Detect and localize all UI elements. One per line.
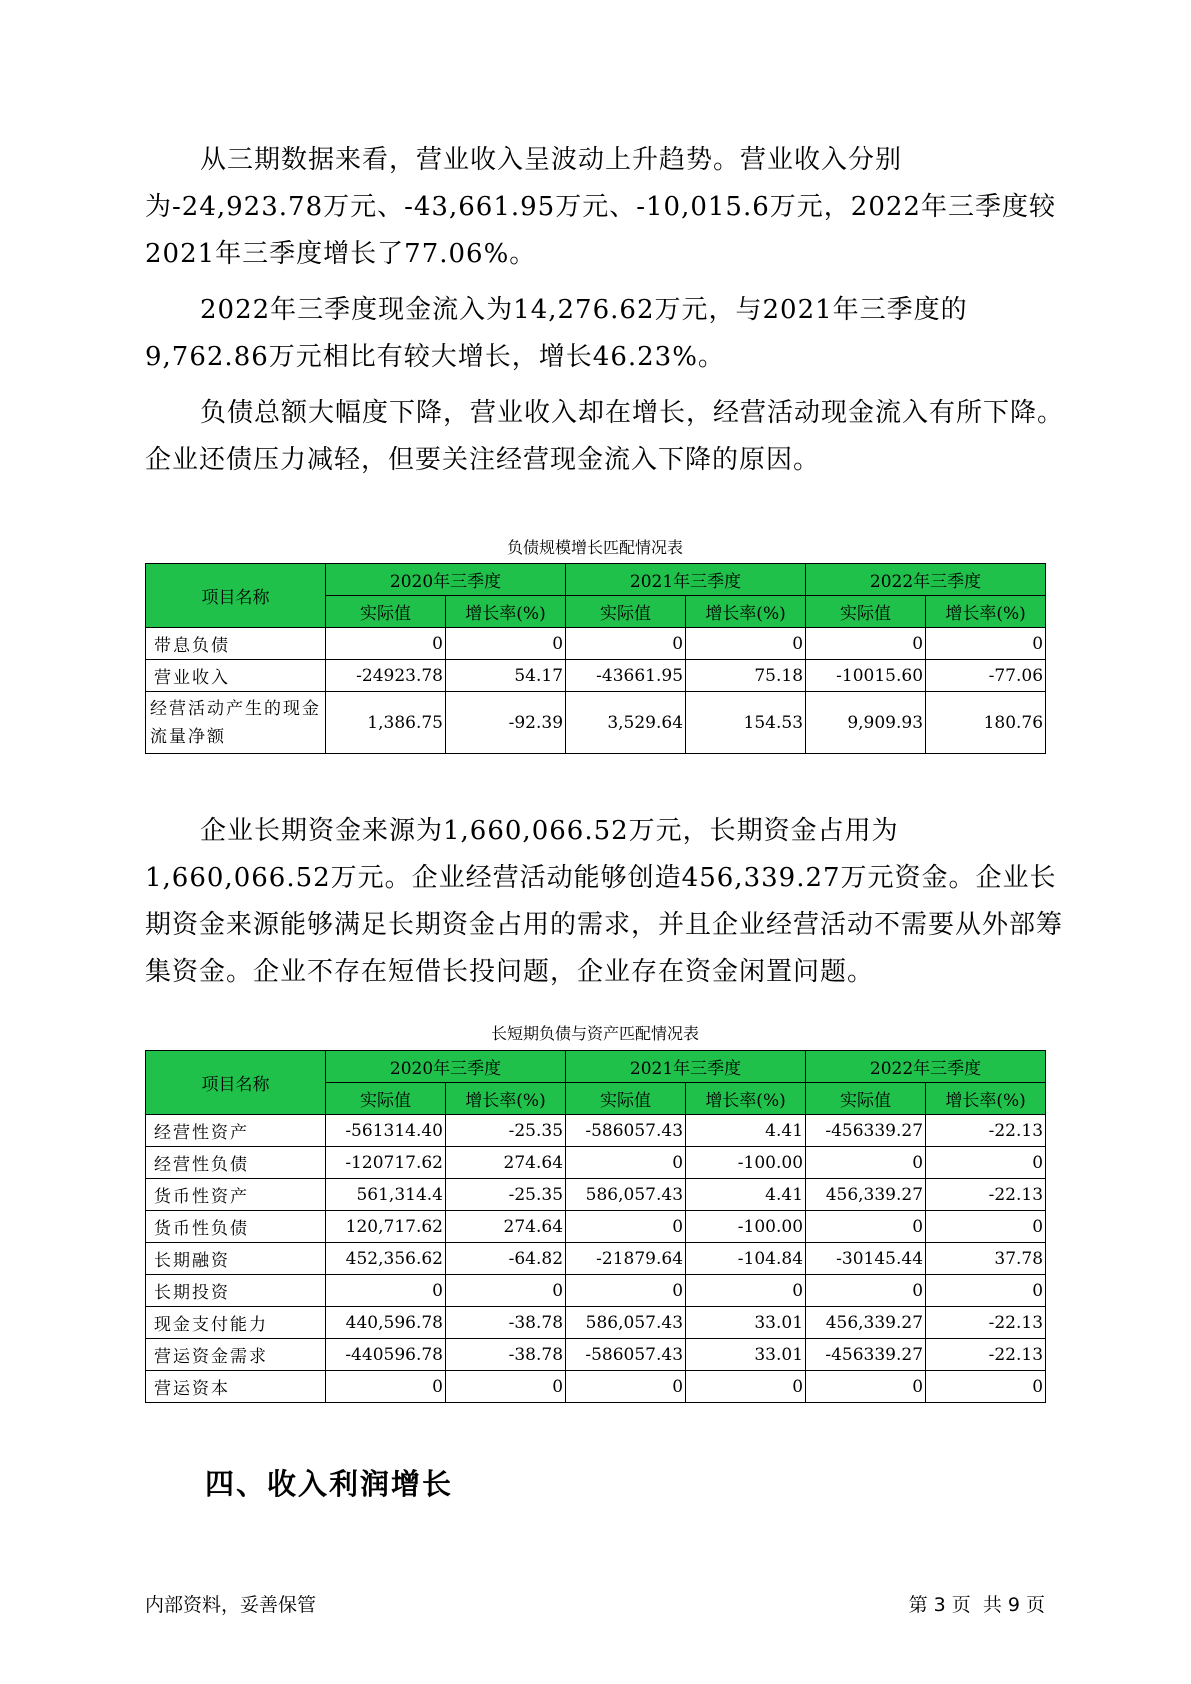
table-cell: 9,909.93: [806, 692, 926, 754]
table-cell: -25.35: [446, 1115, 566, 1147]
growth-rate-header: 增长率(%): [686, 1083, 806, 1115]
growth-rate-header: 增长率(%): [926, 1083, 1046, 1115]
table-cell: 0: [806, 628, 926, 660]
table-cell: 0: [446, 1371, 566, 1403]
table-cell: 0: [806, 1371, 926, 1403]
table-cell: -440596.78: [326, 1339, 446, 1371]
row-label: 带息负债: [146, 628, 326, 660]
table-cell: -561314.40: [326, 1115, 446, 1147]
row-label: 长期融资: [146, 1243, 326, 1275]
table-cell: 586,057.43: [566, 1307, 686, 1339]
table-cell: 0: [806, 1275, 926, 1307]
row-label: 经营活动产生的现金流量净额: [146, 692, 326, 754]
table-cell: 75.18: [686, 660, 806, 692]
row-label: 经营性负债: [146, 1147, 326, 1179]
table-row: [146, 1147, 1046, 1179]
table-cell: 0: [566, 1275, 686, 1307]
period-header: 2022年三季度: [806, 1051, 1046, 1083]
row-label: 货币性资产: [146, 1179, 326, 1211]
table-cell: 0: [446, 1275, 566, 1307]
table-cell: 0: [686, 1275, 806, 1307]
table-row: [146, 1115, 1046, 1147]
table-cell: -100.00: [686, 1211, 806, 1243]
paragraph-cash-inflow: 2022年三季度现金流入为14,276.62万元，与2021年三季度的9,762.86万元相比有较大增长，增长46.23%。: [145, 295, 968, 372]
table-cell: -586057.43: [566, 1339, 686, 1371]
table-cell: 0: [326, 1275, 446, 1307]
table-row: [146, 1339, 1046, 1371]
table-cell: 456,339.27: [806, 1179, 926, 1211]
table-row: [146, 1211, 1046, 1243]
row-label: 营业收入: [146, 660, 326, 692]
debt-growth-table: [145, 563, 1046, 754]
table-cell: -22.13: [926, 1115, 1046, 1147]
table-cell: -25.35: [446, 1179, 566, 1211]
period-header: 2021年三季度: [566, 564, 806, 596]
actual-value-header: 实际值: [806, 596, 926, 628]
table-cell: 0: [326, 628, 446, 660]
table-cell: -43661.95: [566, 660, 686, 692]
item-name-header: 项目名称: [146, 564, 326, 628]
table-cell: -22.13: [926, 1307, 1046, 1339]
table-cell: 0: [806, 1211, 926, 1243]
table-cell: 0: [926, 1275, 1046, 1307]
table-cell: 456,339.27: [806, 1307, 926, 1339]
table-cell: 0: [926, 1211, 1046, 1243]
table-cell: 0: [806, 1147, 926, 1179]
paragraph-debt-summary: 负债总额大幅度下降，营业收入却在增长，经营活动现金流入有所下降。企业还债压力减轻，但要关注经营现金流入下降的原因。: [145, 398, 1065, 475]
table-row: [146, 692, 1046, 754]
table-cell: 120,717.62: [326, 1211, 446, 1243]
row-label: 营运资金需求: [146, 1339, 326, 1371]
row-label: 现金支付能力: [146, 1307, 326, 1339]
period-header: 2020年三季度: [326, 1051, 566, 1083]
table-cell: -30145.44: [806, 1243, 926, 1275]
growth-rate-header: 增长率(%): [446, 1083, 566, 1115]
footer-confidential-note: 内部资料，妥善保管: [145, 1594, 317, 1616]
table-cell: -77.06: [926, 660, 1046, 692]
actual-value-header: 实际值: [566, 1083, 686, 1115]
table-cell: -104.84: [686, 1243, 806, 1275]
table-cell: 0: [566, 1371, 686, 1403]
table-cell: 33.01: [686, 1339, 806, 1371]
paragraph-long-term-funds: 企业长期资金来源为1,660,066.52万元，长期资金占用为1,660,066.52万元。企业经营活动能够创造456,339.27万元资金。企业长期资金来源能够满足长期资金占用的需求，并且企业经营活动不需要从外部筹集资金。企业不存在短借长投问题，企业存在资金闲置问题。: [145, 816, 1064, 987]
growth-rate-header: 增长率(%): [926, 596, 1046, 628]
table-cell: 4.41: [686, 1115, 806, 1147]
period-header: 2020年三季度: [326, 564, 566, 596]
growth-rate-header: 增长率(%): [446, 596, 566, 628]
footer-page-number: 第 3 页 共 9 页: [908, 1594, 1045, 1616]
table-cell: -586057.43: [566, 1115, 686, 1147]
table-row: [146, 660, 1046, 692]
table-cell: -64.82: [446, 1243, 566, 1275]
table-cell: -22.13: [926, 1339, 1046, 1371]
table-cell: 0: [326, 1371, 446, 1403]
table-row: [146, 1243, 1046, 1275]
row-label: 营运资本: [146, 1371, 326, 1403]
table-cell: 180.76: [926, 692, 1046, 754]
table-cell: 154.53: [686, 692, 806, 754]
table-cell: -120717.62: [326, 1147, 446, 1179]
table-cell: 54.17: [446, 660, 566, 692]
actual-value-header: 实际值: [806, 1083, 926, 1115]
table-cell: -21879.64: [566, 1243, 686, 1275]
paragraph-revenue-trend: 从三期数据来看，营业收入呈波动上升趋势。营业收入分别为-24,923.78万元、-43,661.95万元、-10,015.6万元，2022年三季度较2021年三季度增长了77.06%。: [145, 145, 1056, 269]
table-cell: -10015.60: [806, 660, 926, 692]
table-row: [146, 628, 1046, 660]
table2-caption: 长短期负债与资产匹配情况表: [490, 1024, 699, 1043]
table-cell: 0: [926, 628, 1046, 660]
table-cell: 37.78: [926, 1243, 1046, 1275]
actual-value-header: 实际值: [566, 596, 686, 628]
growth-rate-header: 增长率(%): [686, 596, 806, 628]
table-cell: 3,529.64: [566, 692, 686, 754]
actual-value-header: 实际值: [326, 1083, 446, 1115]
table-cell: 274.64: [446, 1211, 566, 1243]
table-cell: 0: [566, 1147, 686, 1179]
item-name-header: 项目名称: [146, 1051, 326, 1115]
table-row: [146, 1307, 1046, 1339]
table-cell: -38.78: [446, 1307, 566, 1339]
actual-value-header: 实际值: [326, 596, 446, 628]
table-cell: 0: [686, 1371, 806, 1403]
row-label: 长期投资: [146, 1275, 326, 1307]
table-row: [146, 1179, 1046, 1211]
table-cell: 452,356.62: [326, 1243, 446, 1275]
table-cell: 561,314.4: [326, 1179, 446, 1211]
table-cell: 0: [926, 1147, 1046, 1179]
table-cell: 0: [926, 1371, 1046, 1403]
table-cell: -22.13: [926, 1179, 1046, 1211]
table-cell: 33.01: [686, 1307, 806, 1339]
table-cell: 0: [566, 628, 686, 660]
table-row: [146, 1371, 1046, 1403]
row-label: 货币性负债: [146, 1211, 326, 1243]
table-cell: 586,057.43: [566, 1179, 686, 1211]
table-cell: 1,386.75: [326, 692, 446, 754]
table-cell: 4.41: [686, 1179, 806, 1211]
table-cell: 0: [566, 1211, 686, 1243]
period-header: 2022年三季度: [806, 564, 1046, 596]
table-cell: -24923.78: [326, 660, 446, 692]
row-label: 经营性资产: [146, 1115, 326, 1147]
table-cell: -100.00: [686, 1147, 806, 1179]
table-cell: -92.39: [446, 692, 566, 754]
table-row: [146, 1275, 1046, 1307]
table-cell: -456339.27: [806, 1339, 926, 1371]
table-cell: 0: [446, 628, 566, 660]
period-header: 2021年三季度: [566, 1051, 806, 1083]
table-cell: 0: [686, 628, 806, 660]
table-cell: 440,596.78: [326, 1307, 446, 1339]
section-heading: 四、收入利润增长: [205, 1467, 454, 1501]
table-cell: -456339.27: [806, 1115, 926, 1147]
table-cell: -38.78: [446, 1339, 566, 1371]
table-cell: 274.64: [446, 1147, 566, 1179]
table1-caption: 负债规模增长匹配情况表: [506, 538, 683, 557]
asset-liability-table: [145, 1050, 1046, 1403]
